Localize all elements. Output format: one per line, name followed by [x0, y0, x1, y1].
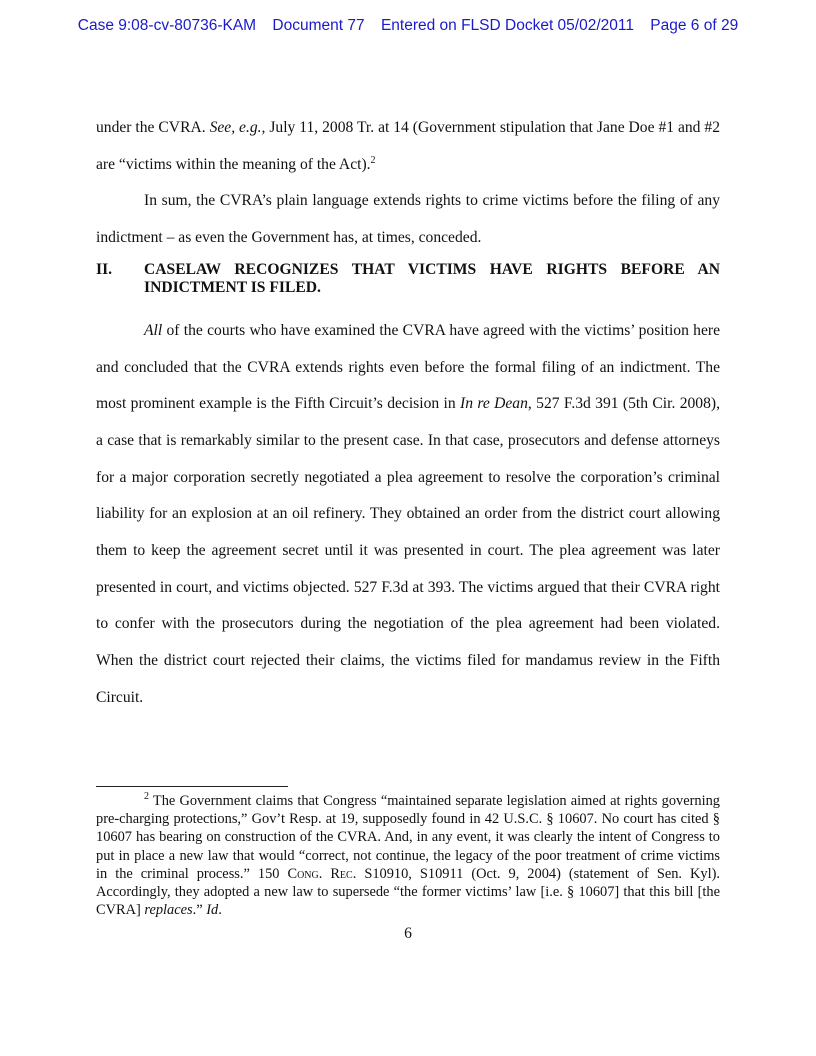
- header-case-number: Case 9:08-cv-80736-KAM: [77, 17, 257, 34]
- emphasis-all: All: [144, 321, 163, 339]
- footnote-reference: 2: [370, 154, 376, 166]
- footnote: [96, 792, 720, 919]
- footnote-emphasis-replaces: replaces: [144, 902, 193, 919]
- body-text: [96, 110, 720, 717]
- section-heading-number: II.: [96, 260, 113, 278]
- page-number: 6: [404, 925, 412, 942]
- paragraph-3-text-b: , 527 F.3d 391 (5th Cir. 2008), a case that is remarkably similar to the present case. In that case, prosecutors and defense attorneys for a major corporation secretly negotiated a plea agreement to resolve the corporation’s criminal liability for an explosion at an oil refinery. They obtained an order from the district court allowing them to keep the agreement secret until it was presented in court. The plea agreement was later presented in court, and victims objected. 527 F.3d at 393. The victims argued that their CVRA right to confer with the prosecutors during the negotiation of the plea agreement had been violated. When the district court rejected their claims, the victims filed for mandamus review in the Fifth Circuit.: [96, 395, 720, 706]
- paragraph-3: [96, 313, 720, 717]
- footnote-text-a: The Government claims that Congress “maintained separate legislation aimed at rights governing pre-charging protections,” Gov’t Resp. at 19, supposedly found in 42 U.S.C. § 10607. No court has cited § 10607 has bearing on construction of the CVRA. And, in any event, it was clearly the intent of Congress to put in place a new law that would “correct, not continue, the legacy of the poor treatment of crime victims in the criminal process.” 150: [96, 793, 720, 882]
- footnote-id-citation: Id: [206, 902, 219, 919]
- header-document-number: Document 77: [272, 17, 365, 34]
- footnote-separator: [96, 786, 288, 787]
- footnote-cong-rec: Cong. Rec.: [287, 865, 357, 882]
- paragraph-1-text-b: July 11, 2008 Tr. at 14 (Government stipulation that Jane Doe #1 and #2 are “victims within the meaning of the Act).: [96, 119, 720, 173]
- footnote-text-d: .: [218, 902, 222, 919]
- header-page-count: Page 6 of 29: [650, 17, 739, 34]
- footnote-number: 2: [144, 791, 149, 802]
- section-heading-text: CASELAW RECOGNIZES THAT VICTIMS HAVE RIGHTS BEFORE AN INDICTMENT IS FILED.: [144, 260, 720, 296]
- docket-header: [0, 17, 816, 35]
- see-eg-citation: See, e.g.,: [209, 119, 266, 136]
- footnote-text-c: .”: [192, 902, 207, 919]
- paragraph-2: In sum, the CVRA’s plain language extends rights to crime victims before the filing of any indictment – as even the Government has, at times, conceded.: [96, 192, 720, 247]
- paragraph-1: [96, 110, 720, 183]
- section-heading: [96, 261, 720, 297]
- case-name-in-re-dean: In re Dean: [460, 395, 528, 413]
- header-entered-date: Entered on FLSD Docket 05/02/2011: [380, 17, 634, 34]
- paragraph-1-text-a: under the CVRA.: [96, 119, 210, 136]
- paragraph-3-text-a: of the courts who have examined the CVRA have agreed with the victims’ position here and concluded that the CVRA extends rights even before the formal filing of an indictment. The most prominent example is the Fifth Circuit’s decision in: [96, 321, 720, 413]
- footnote-text-b: S10910, S10911 (Oct. 9, 2004) (statement of Sen. Kyl). Accordingly, they adopted a new law to supersede “the former victims’ law [i.e. § 10607] that this bill [the CVRA]: [96, 865, 720, 919]
